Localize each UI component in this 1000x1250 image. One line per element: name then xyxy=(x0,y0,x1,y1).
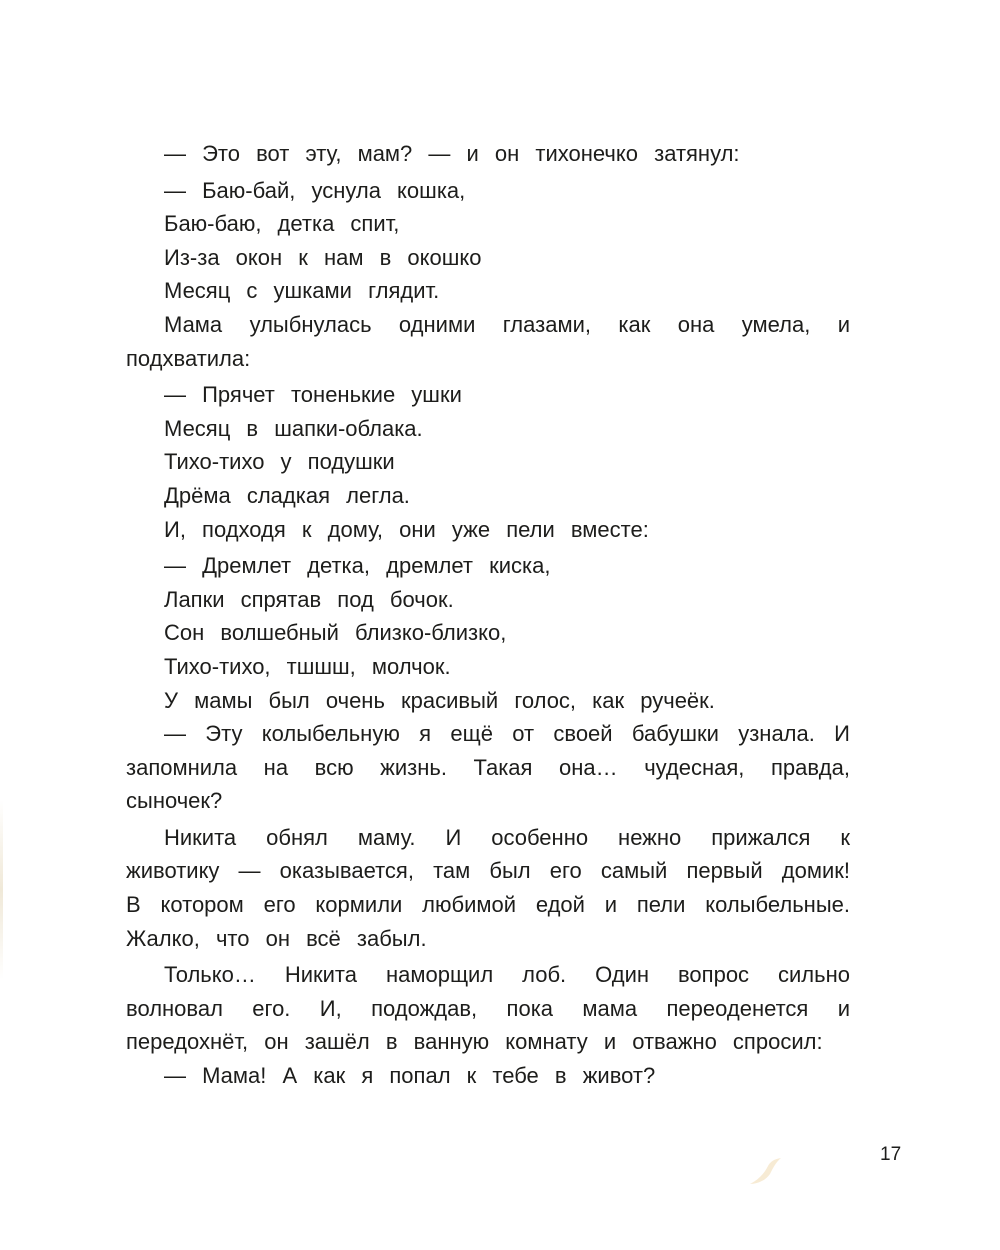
verse-line: Лапки спрятав под бочок. xyxy=(164,586,454,612)
paragraph-8: — Мама! А как я попал к тебе в живот? xyxy=(164,1063,656,1089)
paragraph-5: — Эту колыбельную я ещё от своей бабушки узнала. И запомнила на всю жизнь. Такая она… чудесная, правда, сыночек? xyxy=(126,721,850,814)
page-number: 17 xyxy=(880,1144,902,1165)
paragraph-3: И, подходя к дому, они уже пели вместе: xyxy=(164,516,649,542)
lullaby-verse-1 xyxy=(126,174,850,308)
verse-line: — Баю-бай, уснула кошка, xyxy=(164,177,466,203)
paragraph-4: У мамы был очень красивый голос, как ручеёк. xyxy=(164,687,715,713)
verse-line: Баю-баю, детка спит, xyxy=(164,211,400,237)
lullaby-verse-2 xyxy=(126,378,850,512)
paragraph-1: — Это вот эту, мам? — и он тихонечко затянул: xyxy=(164,141,740,166)
verse-line: Дрёма сладкая легла. xyxy=(164,482,410,508)
page-edge-shading xyxy=(0,800,3,980)
verse-line: Тихо-тихо, тшшш, молчок. xyxy=(164,653,451,679)
verse-line: Тихо-тихо у подушки xyxy=(164,449,395,475)
verse-line: — Прячет тоненькие ушки xyxy=(164,382,462,408)
verse-line: — Дремлет детка, дремлет киска, xyxy=(164,553,551,579)
lullaby-verse-3 xyxy=(126,549,850,683)
verse-line: Из-за окон к нам в окошко xyxy=(164,244,482,270)
story-text xyxy=(126,137,850,1093)
verse-line: Сон волшебный близко-близко, xyxy=(164,620,507,646)
decorative-brush-mark xyxy=(748,1156,784,1186)
verse-line: Месяц с ушками глядит. xyxy=(164,278,440,304)
paragraph-7: Только… Никита наморщил лоб. Один вопрос сильно волновал его. И, подождав, пока мама переоденется и передохнёт, он зашёл в ванную комнату и отважно спросил: xyxy=(126,962,850,1055)
paragraph-2: Мама улыбнулась одними глазами, как она умела, и подхватила: xyxy=(126,311,850,371)
paragraph-6: Никита обнял маму. И особенно нежно прижался к животику — оказывается, там был его самый первый домик! В котором его кормили любимой едой и пели колыбельные. Жалко, что он всё забыл. xyxy=(126,824,850,951)
verse-line: Месяц в шапки-облака. xyxy=(164,415,423,441)
